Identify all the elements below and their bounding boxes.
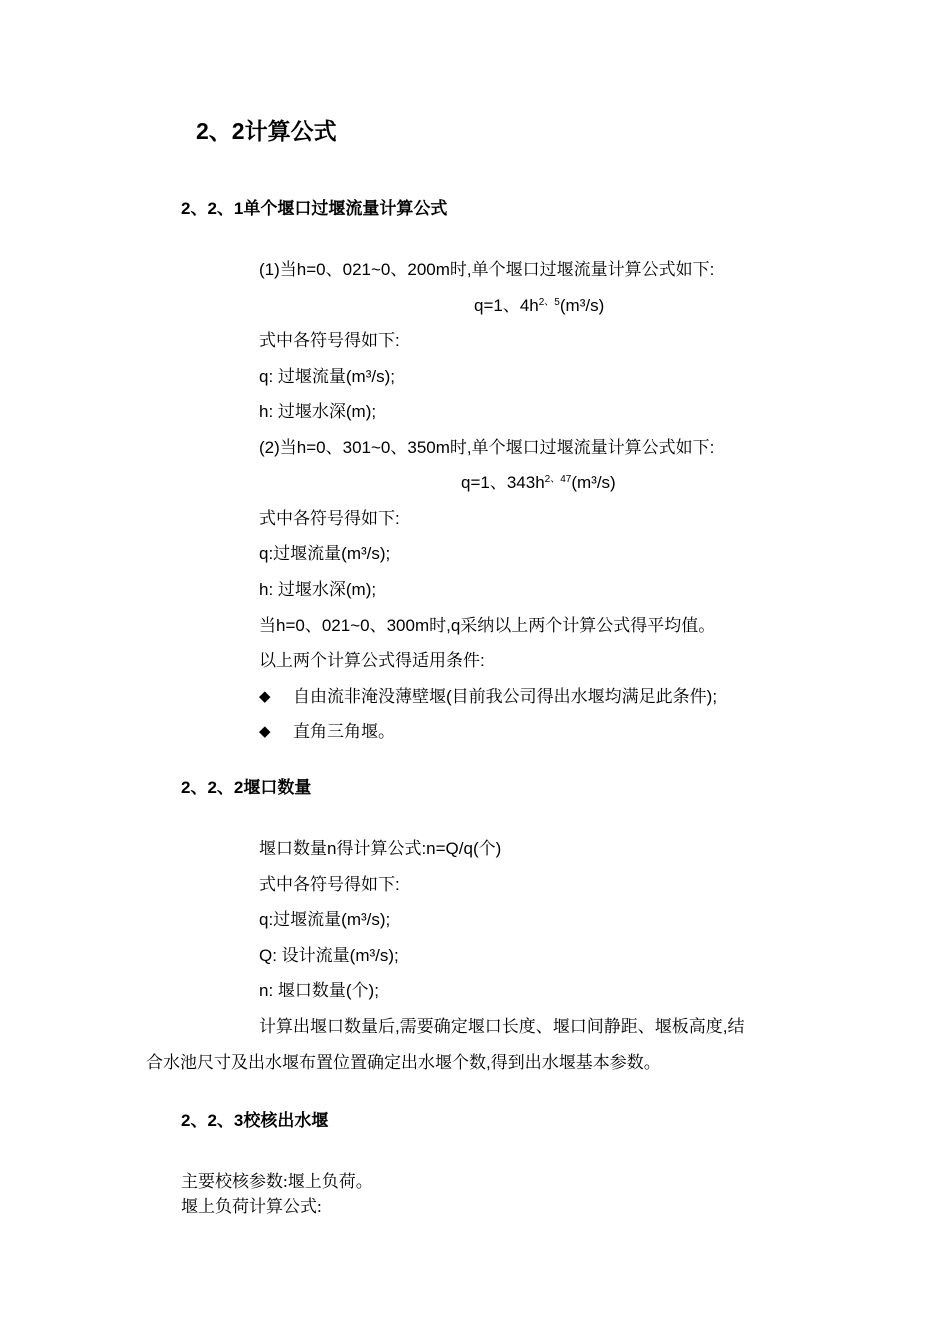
subsection-heading-2-2-1: 2、2、1单个堰口过堰流量计算公式 — [181, 199, 448, 218]
case2-condition: (2)当h=0、301~0、350m时,单个堰口过堰流量计算公式如下: — [259, 438, 715, 457]
q-definition-2: q:过堰流量(m³/s); — [259, 544, 391, 563]
bullet-diamond-icon: ◆ — [259, 688, 271, 705]
q-definition-1: q: 过堰流量(m³/s); — [259, 367, 395, 386]
paragraph-line-2: 合水池尺寸及出水堰布置位置确定出水堰个数,得到出水堰基本参数。 — [146, 1053, 661, 1072]
symbols-label-2: 式中各符号得如下: — [259, 509, 400, 528]
condition-item-2: 直角三角堰。 — [293, 722, 395, 741]
h-definition-2: h: 过堰水深(m); — [259, 580, 377, 599]
subsection-heading-2-2-3: 2、2、3校核出水堰 — [181, 1111, 329, 1130]
average-note: 当h=0、021~0、300m时,q采纳以上两个计算公式得平均值。 — [259, 616, 716, 635]
case1-exponent: 2、5 — [538, 297, 560, 308]
Q-definition: Q: 设计流量(m³/s); — [259, 946, 399, 965]
load-formula-label: 堰上负荷计算公式: — [181, 1197, 322, 1216]
case2-exponent: 2、47 — [544, 474, 572, 485]
case1-formula: q=1、$4h^{2、5}(m^3/s)$ — [474, 296, 605, 315]
case1-condition: (1)当h=0、021~0、200m时,单个堰口过堰流量计算公式如下: — [259, 260, 715, 279]
symbols-label-1: 式中各符号得如下: — [259, 331, 400, 350]
n-definition: n: 堰口数量(个); — [259, 981, 379, 1000]
subsection-heading-2-2-2: 2、2、2堰口数量 — [181, 778, 312, 797]
section-title: 2、2计算公式 — [196, 118, 337, 144]
weir-count-formula: 堰口数量n得计算公式:n=Q/q(个) — [259, 839, 502, 858]
main-check-parameter: 主要校核参数:堰上负荷。 — [181, 1172, 373, 1191]
q-definition-3: q:过堰流量(m³/s); — [259, 910, 391, 929]
bullet-diamond-icon: ◆ — [259, 723, 271, 740]
case2-formula: q=1、$343h^{2、47}(m^3/s)$ — [461, 473, 616, 492]
h-definition-1: h: 过堰水深(m); — [259, 402, 377, 421]
condition-item-1: 自由流非淹没薄壁堰(目前我公司得出水堰均满足此条件); — [293, 687, 718, 706]
conditions-label: 以上两个计算公式得适用条件: — [259, 651, 485, 670]
paragraph-line-1: 计算出堰口数量后,需要确定堰口长度、堰口间静距、堰板高度,结 — [259, 1017, 745, 1036]
symbols-label-3: 式中各符号得如下: — [259, 875, 400, 894]
